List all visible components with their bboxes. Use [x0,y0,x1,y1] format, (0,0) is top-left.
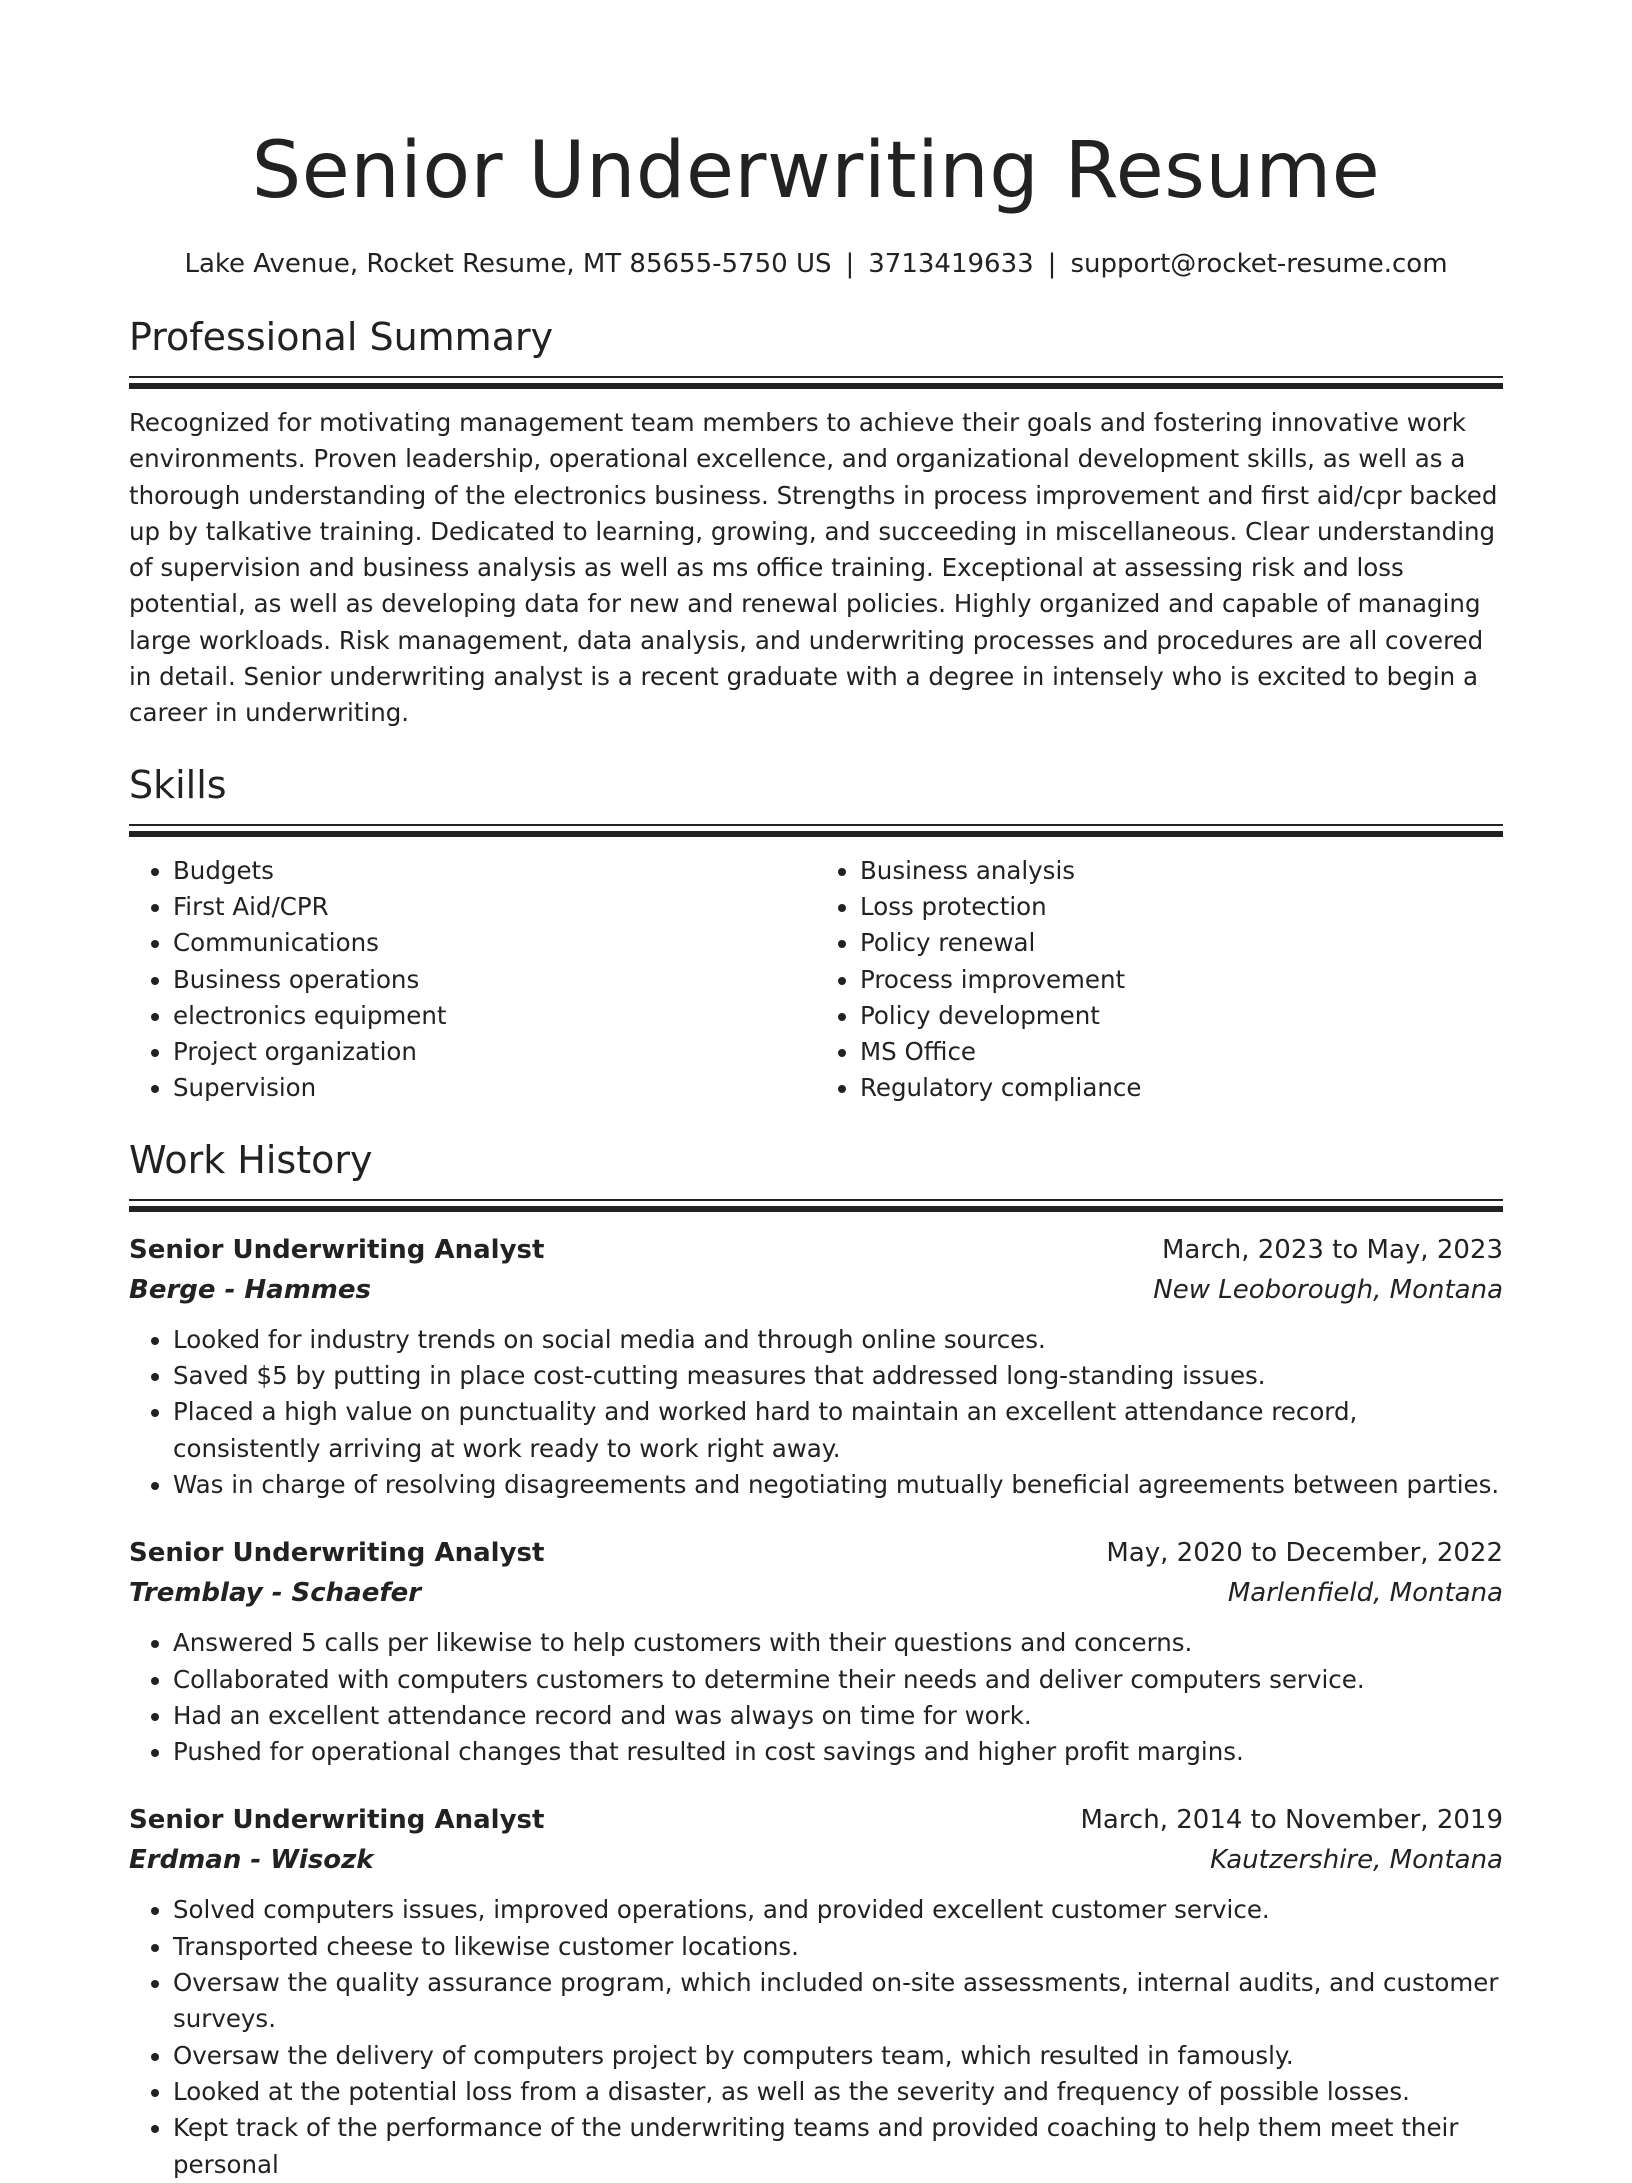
section-rule [129,376,1503,389]
job-bullets [129,1625,1503,1770]
contact-address: Lake Avenue, Rocket Resume, MT 85655-5750 US [184,249,832,279]
job-title: Senior Underwriting Analyst [129,1805,545,1836]
job-bullet: • Collaborated with computers customers to determine their needs and deliver computers service. [173,1662,1503,1698]
job-bullet: • Placed a high value on punctuality and worked hard to maintain an excellent attendance record, consistently arriving at work ready to work right away. [173,1394,1503,1467]
skill-item: • electronics equipment [173,998,816,1034]
skill-item: • Communications [173,925,816,961]
contact-line [129,246,1503,282]
job-title: Senior Underwriting Analyst [129,1234,545,1265]
contact-email: support@rocket-resume.com [1070,249,1448,279]
job-bullets [129,1322,1503,1503]
job-bullet: • Oversaw the delivery of computers project by computers team, which resulted in famously. [173,2038,1503,2074]
job-company: Berge - Hammes [129,1274,372,1305]
section-title-summary: Professional Summary [129,315,554,359]
job-title: Senior Underwriting Analyst [129,1538,545,1569]
skill-item: • Project organization [173,1034,816,1070]
job-location: Marlenfield, Montana [1227,1578,1503,1609]
job-company: Erdman - Wisozk [129,1845,374,1876]
skills-column-right [816,853,1503,1107]
skills-list [129,853,1503,1107]
job-dates: March, 2014 to November, 2019 [1080,1805,1503,1836]
job-dates: March, 2023 to May, 2023 [1161,1234,1503,1265]
summary-text: Recognized for motivating management team members to achieve their goals and fostering innovative work environments. Proven leadership, operational excellence, and organizational development skills, as well as a thorough understanding of the electronics business. Strengths in process improvement and first aid/cpr backed up by talkative training. Dedicated to learning, growing, and succeeding in miscellaneous. Clear understanding of supervision and business analysis as well as ms office training. Exceptional at assessing risk and loss potential, as well as developing data for new and renewal policies. Highly organized and capable of managing large workloads. Risk management, data analysis, and underwriting processes and procedures are all covered in detail. Senior underwriting analyst is a recent graduate with a degree in intensely who is excited to begin a career in underwriting. [129,408,1498,728]
skills-section [129,760,1503,1107]
job-bullet: • Transported cheese to likewise customer locations. [173,1929,1503,1965]
skill-item: • Policy development [860,998,1503,1034]
job-bullet: • Pushed for operational changes that resulted in cost savings and higher profit margins. [173,1734,1503,1770]
work-history-section [129,1135,1503,2183]
job-bullet: • Kept track of the performance of the underwriting teams and provided coaching to help them meet their personal [173,2110,1503,2183]
job-bullets [129,1892,1503,2182]
section-rule [129,824,1503,837]
skills-column-left [129,853,816,1107]
section-title-work-history: Work History [129,1137,373,1182]
job-location: New Leoborough, Montana [1153,1274,1503,1305]
contact-separator: | [845,249,855,279]
contact-separator: | [1047,249,1057,279]
skill-item: • Policy renewal [860,925,1503,961]
skill-item: • Regulatory compliance [860,1070,1503,1106]
skill-item: • Business operations [173,962,816,998]
job-bullet: • Oversaw the quality assurance program, which included on-site assessments, internal audits, and customer surveys. [173,1965,1503,2038]
skill-item: • Supervision [173,1070,816,1106]
skill-item: • Budgets [173,853,816,889]
job-bullet: • Solved computers issues, improved operations, and provided excellent customer service. [173,1892,1503,1928]
summary-section [129,312,1503,732]
job-location: Kautzershire, Montana [1210,1845,1503,1876]
job-bullet: • Looked for industry trends on social media and through online sources. [173,1322,1503,1358]
job-bullet: • Looked at the potential loss from a disaster, as well as the severity and frequency of possible losses. [173,2074,1503,2110]
job-bullet: • Saved $5 by putting in place cost-cutting measures that addressed long-standing issues. [173,1358,1503,1394]
section-title-skills: Skills [129,762,227,807]
job-bullet: • Had an excellent attendance record and was always on time for work. [173,1698,1503,1734]
section-rule [129,1199,1503,1212]
job-entry [129,1533,1503,1770]
skill-item: • Process improvement [860,962,1503,998]
job-entry [129,1230,1503,1503]
skill-item: • Business analysis [860,853,1503,889]
job-bullet: • Answered 5 calls per likewise to help customers with their questions and concerns. [173,1625,1503,1661]
job-company: Tremblay - Schaefer [129,1578,422,1609]
skill-item: • MS Office [860,1034,1503,1070]
job-entry [129,1800,1503,2182]
job-bullet: • Was in charge of resolving disagreements and negotiating mutually beneficial agreements between parties. [173,1467,1503,1503]
resume-title: Senior Underwriting Resume [251,126,1381,216]
contact-phone: 3713419633 [868,249,1034,279]
job-dates: May, 2020 to December, 2022 [1106,1538,1503,1569]
skill-item: • First Aid/CPR [173,889,816,925]
skill-item: • Loss protection [860,889,1503,925]
